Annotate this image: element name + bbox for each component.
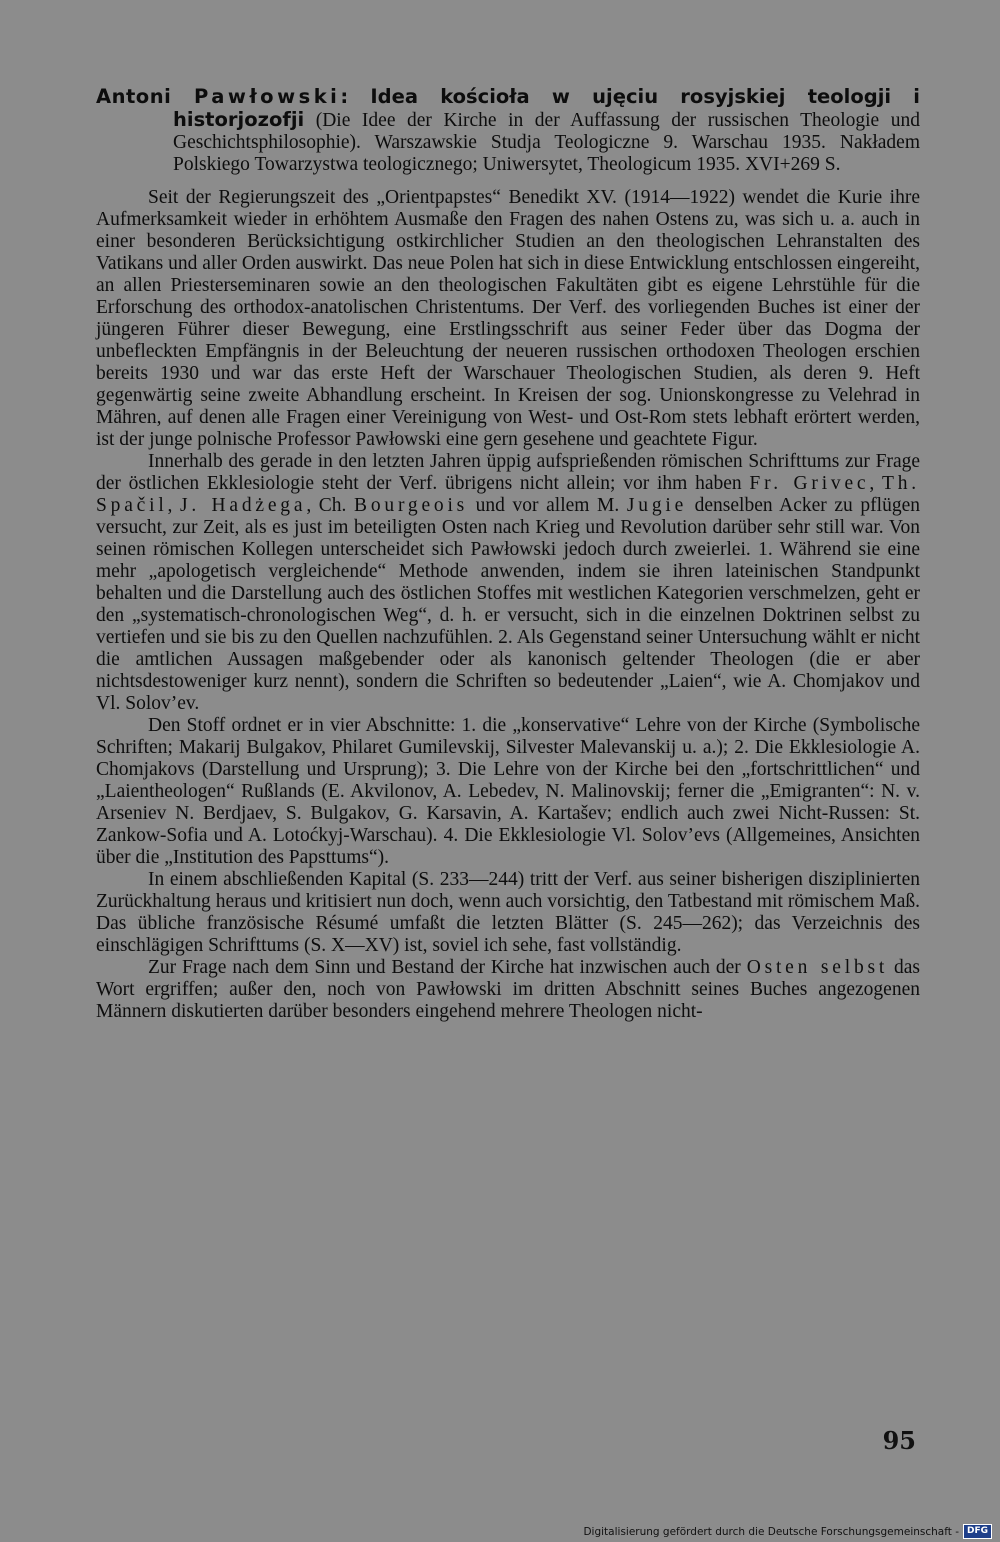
- name-hadzega: J. Hadżega: [180, 495, 307, 516]
- dfg-logo-icon: DFG: [963, 1524, 992, 1539]
- name-jugie: Jugie: [626, 495, 688, 516]
- paragraph-5: Zur Frage nach dem Sinn und Bestand der Kirche hat inzwischen auch der Osten selbst das Wort ergriffen; außer den, noch von Pawłowski im dritten Abschnitt seines Buches angezogenen Männern diskutierten darüber besonders eingehend mehrere Theologen nicht-: [96, 957, 921, 1022]
- page-number: 95: [882, 1426, 916, 1455]
- page-content: [96, 86, 920, 1023]
- spaced-emphasis: Osten selbst: [746, 957, 889, 978]
- digitization-footer: [583, 1524, 992, 1539]
- book-title: : Idea kościoła w ujęciu rosyjskiej teologji i historjozofji: [173, 85, 920, 131]
- name-grivec: Fr. Grivec: [749, 473, 870, 494]
- review-body: [96, 187, 920, 1023]
- name-spacil: Th. Spačil: [96, 473, 920, 516]
- bibliographic-entry: [96, 86, 920, 176]
- book-details: (Die Idee der Kirche in der Auffassung der russischen Theologie und Geschichtsphilosophie). Warszawskie Studja Teologiczne 9. Warschau 1935. Nakładem Polskiego Towarzystwa teologicznego; Uniwersytet, Theologicum 1935. XVI+269 S.: [173, 110, 920, 175]
- name-bourgeois: Bourgeois: [354, 495, 469, 516]
- author-name: Antoni Pawłowski: [96, 85, 341, 108]
- paragraph-2: Innerhalb des gerade in den letzten Jahren üppig aufsprießenden römischen Schrifttums zur Frage der östlichen Ekklesiologie steht der Verf. übrigens nicht allein; vor ihm haben Fr. Grivec, Th. Spačil, J. Hadżega, Ch. Bourgeois und vor allem M. Jugie denselben Acker zu pflügen versucht, zur Zeit, als es just im beteiligten Osten nach Krieg und Revolution darüber sehr still war. Von seinen römischen Kollegen unterscheidet sich Pawłowski jedoch durch zweierlei. 1. Während sie eine mehr „apologetisch vergleichende“ Methode anwenden, indem sie ihren lateinischen Standpunkt behalten und die Darstellung auch des östlichen Stoffes mit westlichen Kategorien verschmelzen, geht er den „systematisch-chronologischen Weg“, d. h. er versucht, sich in die einzelnen Doktrinen selbst zu vertiefen und sie bis zu den Quellen nachzufühlen. 2. Als Gegenstand seiner Untersuchung wählt er nicht die amtlichen Aussagen maßgebender oder als kanonisch geltender Theologen (die er aber nichtsdestoweniger kurz nennt), sondern die Schriften so bedeutender „Laien“, wie A. Chomjakov und Vl. Solov’ev.: [96, 451, 920, 714]
- paragraph-4: In einem abschließenden Kapital (S. 233—244) tritt der Verf. aus seiner bisherigen disziplinierten Zurückhaltung heraus und kritisiert nun doch, wenn auch vorsichtig, den Tatbestand mit römischem Maß. Das übliche französische Résumé umfaßt die letzten Blätter (S. 245—262); das Verzeichnis des einschlägigen Schrifttums (S. X—XV) ist, soviel ich sehe, fast vollständig.: [96, 869, 920, 956]
- paragraph-3: Den Stoff ordnet er in vier Abschnitte: 1. die „konservative“ Lehre von der Kirche (Symbolische Schriften; Makarij Bulgakov, Philaret Gumilevskij, Silvester Malevanskij u. a.); 2. Die Ekklesiologie A. Chomjakovs (Darstellung und Ursprung); 3. Die Lehre von der Kirche bei den „fortschrittlichen“ und „Laientheologen“ Rußlands (E. Akvilonov, A. Lebedev, N. Malinovskij; ferner die „Emigranten“: N. v. Arseniev N. Berdjaev, S. Bulgakov, G. Karsavin, A. Kartašev; endlich auch zwei Nicht-Russen: St. Zankow-Sofia und A. Lotoćkyj-Warschau). 4. Die Ekklesiologie Vl. Solov’evs (Allgemeines, Ansichten über die „Institution des Papsttums“).: [96, 715, 920, 868]
- paragraph-1: Seit der Regierungszeit des „Orientpapstes“ Benedikt XV. (1914—1922) wendet die Kurie ihre Aufmerksamkeit wieder in erhöhtem Ausmaße den Fragen des nahen Ostens zu, was sich u. a. auch in einer besonderen Berücksichtigung ostkirchlicher Studien an den theologischen Lehranstalten des Vatikans und aller Orden auswirkt. Das neue Polen hat sich in diese Entwicklung entschlossen eingereiht, an allen Priesterseminaren sowie an den theologischen Fakultäten gibt es eigene Lehrstühle für die Erforschung des orthodox-anatolischen Christentums. Der Verf. des vorliegenden Buches ist einer der jüngeren Führer dieser Bewegung, eine Erstlingsschrift aus seiner Feder über das Dogma der unbefleckten Empfängnis in der Beleuchtung der neueren russischen orthodoxen Theologen erschien bereits 1930 und war das erste Heft der Warschauer Theologischen Studien, als deren 9. Heft gegenwärtig seine zweite Abhandlung erscheint. In Kreisen der sog. Unionskongresse zu Velehrad in Mähren, auf denen alle Fragen einer Vereinigung von West- und Ost-Rom stets lebhaft erörtert werden, ist der junge polnische Professor Pawłowski eine gern gesehene und geachtete Figur.: [96, 187, 920, 450]
- author-surname: Pawłowski: [194, 85, 341, 108]
- footer-text: Digitalisierung gefördert durch die Deutsche Forschungsgemeinschaft -: [583, 1525, 959, 1538]
